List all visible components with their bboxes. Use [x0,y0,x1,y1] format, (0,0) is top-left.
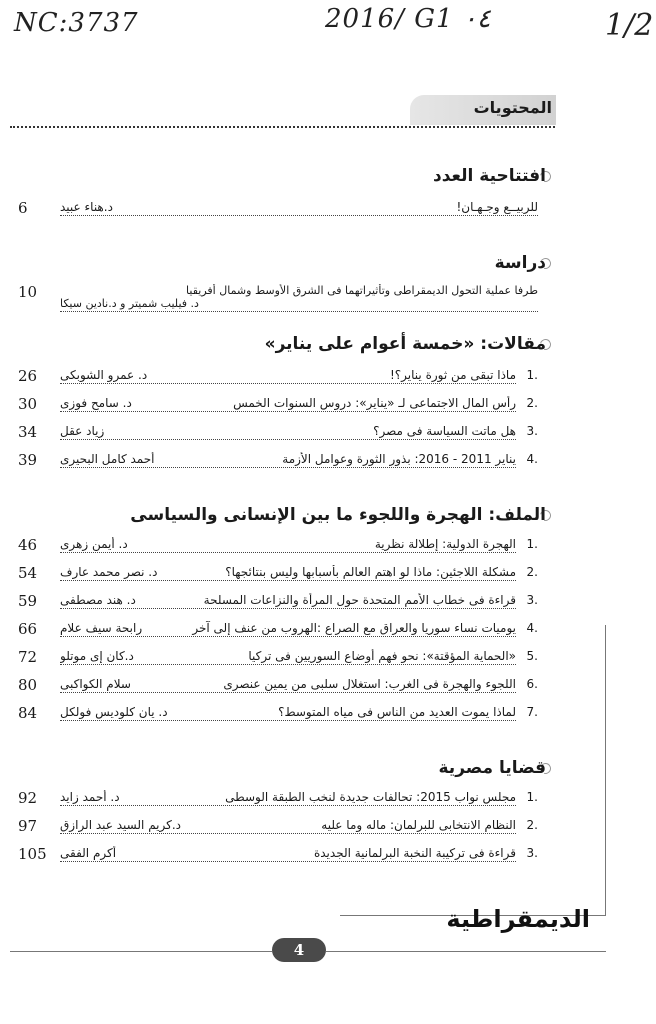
magazine-logo: الديمقراطية [446,905,590,933]
entry-number: 2. [526,565,538,579]
toc-entry[interactable] [18,818,538,836]
entry-page: 46 [18,536,38,554]
section-title: مقالات: «خمسة أعوام على يناير» [264,334,546,354]
entry-title: النظام الانتخابى للبرلمان: ماله وما عليه [321,818,516,832]
entry-number: 3. [526,424,538,438]
entry-page: 30 [18,395,38,413]
entry-number: 3. [526,593,538,607]
entry-page: 59 [18,592,38,610]
entry-author: د. عمرو الشوبكى [60,368,148,382]
header-divider [10,126,555,128]
entry-page: 97 [18,817,38,835]
toc-entry[interactable] [18,368,538,386]
entry-page: 34 [18,423,38,441]
section-title: دراسة [494,253,546,273]
entry-number: 7. [526,705,538,719]
entry-number: 5. [526,649,538,663]
entry-number: 4. [526,621,538,635]
entry-number: 6. [526,677,538,691]
entry-page: 10 [18,283,38,301]
entry-page: 54 [18,564,38,582]
entry-title: الهجرة الدولية: إطلالة نظرية [374,537,516,551]
entry-author: د. نصر محمد عارف [60,565,158,579]
page-title: المحتويات [473,98,552,117]
entry-title: رأس المال الاجتماعى لـ «يناير»: دروس السنوات الخمس [233,396,516,410]
entry-page: 92 [18,789,38,807]
toc-entry[interactable] [18,396,538,414]
entry-page: 80 [18,676,38,694]
entry-title: اللجوء والهجرة فى الغرب: استغلال سلبى من يمين عنصرى [223,677,516,691]
entry-author: د. سامح فوزى [60,396,132,410]
handwritten-date: 2016/ G1 ٠٤ [325,4,491,34]
entry-number: 1. [526,537,538,551]
toc-entry[interactable] [18,649,538,667]
page-number: 4 [272,938,326,962]
entry-title: مجلس نواب 2015: تحالفات جديدة لنخب الطبقة الوسطى [225,790,516,804]
entry-title: لماذا يموت العديد من الناس فى مياه المتوسط؟ [278,705,516,719]
entry-page: 72 [18,648,38,666]
section-title: افتتاحية العدد [433,166,546,186]
entry-page: 105 [18,845,47,863]
entry-number: 3. [526,846,538,860]
toc-entry[interactable] [18,593,538,611]
entry-author: د.هناء عبيد [60,200,113,214]
toc-entry[interactable] [18,424,538,442]
entry-author: أحمد كامل البحيرى [60,452,155,466]
entry-author: د. فيليب شميتر و د.نادين سيكا [60,297,199,310]
entry-title: ماذا تبقى من ثورة يناير؟! [390,368,516,382]
entry-number: 2. [526,818,538,832]
entry-number: 4. [526,452,538,466]
entry-title: يوميات نساء سوريا والعراق مع الصراع :الهروب من عنف إلى آخر [192,621,516,635]
entry-author: د.كان إى موتلو [60,649,134,663]
entry-author: د. هند مصطفى [60,593,136,607]
entry-author: د. أحمد زايد [60,790,120,804]
toc-entry[interactable] [18,705,538,723]
entry-page: 26 [18,367,38,385]
toc-entry[interactable] [18,565,538,583]
entry-author: زياد عقل [60,424,105,438]
entry-title: قراءة فى خطاب الأمم المتحدة حول المرأة والنزاعات المسلحة [203,593,516,607]
entry-page: 84 [18,704,38,722]
entry-author: د. أيمن زهرى [60,537,128,551]
entry-title: للربيــع وجـهـان! [456,200,538,214]
entry-author: أكرم الفقى [60,846,117,860]
entry-title: مشكلة اللاجئين: ماذا لو اهتم العالم بأسبابها وليس بنتائجها؟ [225,565,516,579]
entry-title: قراءة فى تركيبة النخبة البرلمانية الجديدة [313,846,516,860]
entry-author: د.كريم السيد عبد الرازق [60,818,182,832]
entry-number: 1. [526,368,538,382]
entry-page: 39 [18,451,38,469]
section-title: الملف: الهجرة واللجوء ما بين الإنسانى والسياسى [130,505,546,525]
entry-number: 2. [526,396,538,410]
section-title: قضايا مصرية [438,758,546,778]
handwritten-code: NC:3737 [14,8,139,38]
toc-entry[interactable] [18,283,538,310]
footer-rule [326,951,606,952]
toc-entry[interactable] [18,537,538,555]
toc-entry[interactable] [18,677,538,695]
entry-page: 66 [18,620,38,638]
toc-entry[interactable] [18,621,538,639]
entry-title: «الحماية المؤقتة»: نحو فهم أوضاع السوريين فى تركيا [248,649,516,663]
entry-number: 1. [526,790,538,804]
handwritten-fraction: 1/2 [605,8,654,43]
toc-entry[interactable] [18,846,538,864]
toc-entry[interactable] [18,452,538,470]
entry-title: يناير 2011 - 2016: بذور الثورة وعوامل الأزمة [282,452,516,466]
entry-title: هل ماتت السياسة فى مصر؟ [373,424,516,438]
toc-entry[interactable] [18,790,538,808]
frame-line [605,625,606,915]
entry-author: د. يان كلوديس فولكل [60,705,168,719]
entry-title: طرفا عملية التحول الديمقراطى وتأثيراتهما فى الشرق الأوسط وشمال أفريقيا [186,284,538,297]
entry-author: سلام الكواكبى [60,677,131,691]
entry-page: 6 [18,199,28,217]
entry-author: رابحة سيف علام [60,621,143,635]
toc-entry[interactable] [18,200,538,218]
footer-rule [10,951,272,952]
